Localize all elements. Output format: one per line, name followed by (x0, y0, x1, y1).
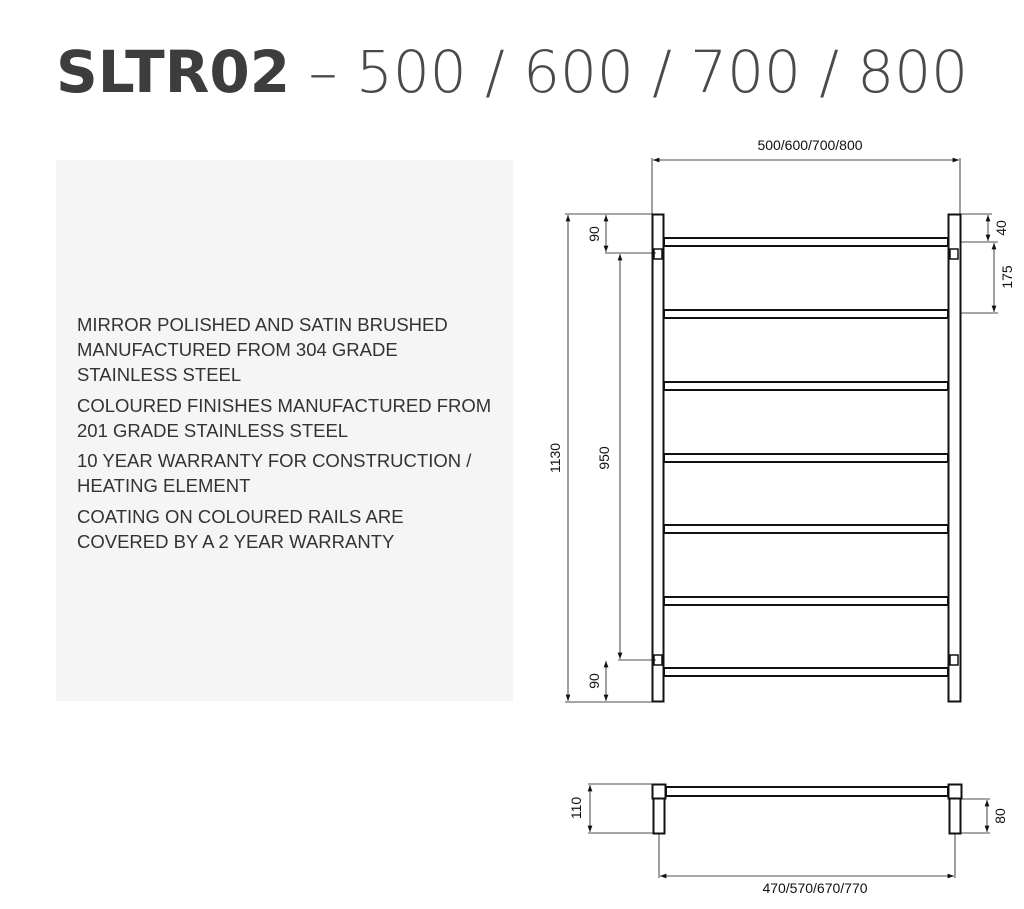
mount-brackets (654, 249, 958, 665)
title-separator: – (290, 38, 356, 106)
feature-item: MIRROR POLISHED AND SATIN BRUSHED MANUFACTURED FROM 304 GRADE STAINLESS STEEL (77, 314, 448, 385)
bracket-depth-label: 80 (992, 808, 1008, 824)
center-width-label: 470/570/670/770 (762, 880, 868, 896)
product-code: SLTR02 (56, 38, 291, 106)
rail-spacing-label: 175 (999, 265, 1015, 289)
front-view (565, 158, 998, 702)
feature-item: COLOURED FINISHES MANUFACTURED FROM 201 GRADE STAINLESS STEEL (77, 394, 492, 441)
height-label: 1130 (547, 442, 563, 474)
bottom-offset-label: 90 (586, 673, 602, 689)
dimension-lines (565, 158, 998, 702)
depth-label: 110 (568, 796, 584, 820)
product-sizes: 500 / 600 / 700 / 800 (355, 38, 969, 106)
feature-item: COATING ON COLOURED RAILS ARE COVERED BY A 2 YEAR WARRANTY (77, 505, 404, 552)
feature-item: 10 YEAR WARRANTY FOR CONSTRUCTION / HEATING ELEMENT (77, 450, 472, 496)
rails (664, 238, 948, 676)
inner-height-label: 950 (596, 446, 612, 470)
top-rail-offset-label: 40 (993, 220, 1009, 236)
left-post (653, 215, 664, 702)
top-view (588, 784, 990, 878)
width-label: 500/600/700/800 (757, 137, 863, 153)
top-offset-label: 90 (586, 226, 602, 242)
right-post (949, 215, 961, 702)
